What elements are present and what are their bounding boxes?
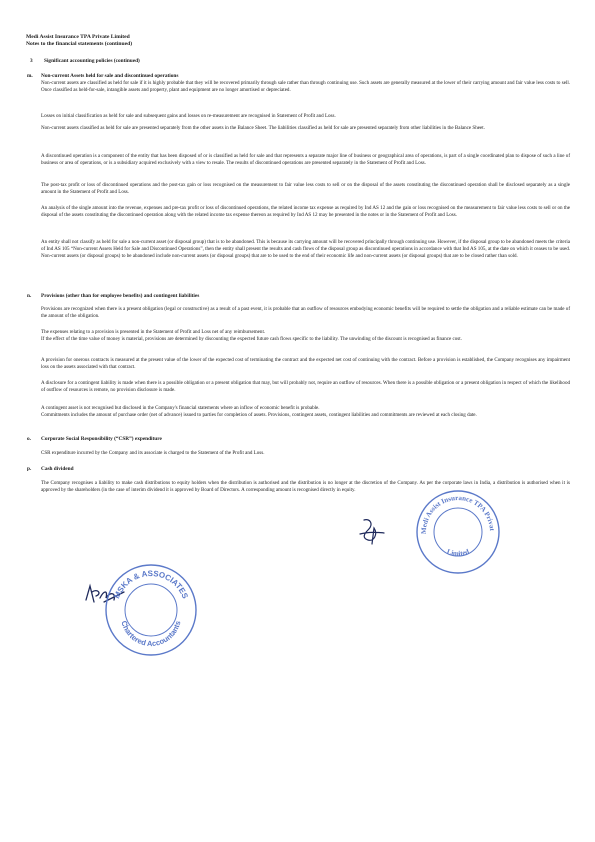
section-m-paragraph: Losses on initial classification as held for sale and subsequent gains and losses on re-measurement are recognised in Statement of Profit and Loss. <box>41 113 336 119</box>
company-seal-icon <box>414 488 502 576</box>
auditor-stamp-icon <box>103 562 199 658</box>
auditor-stamp-line1: MSKA & ASSOCIATES <box>112 568 190 600</box>
section-o-title: Corporate Social Responsibility (“CSR”) expenditure <box>41 436 162 442</box>
company-seal-line1: Medi Assist Insurance TPA Privat <box>419 493 496 535</box>
section-o-letter: o. <box>27 436 31 442</box>
section-m-letter: m. <box>27 73 33 79</box>
section-n-paragraph: A disclosure for a contingent liability is made when there is a possible obligation or a present obligation that may, but will probably not, require an outflow of resources. When there is a possible obligation or a present obligation in respect of which the likelihood of outflow of resources is remote, no provision disclosure is made. <box>41 380 570 393</box>
section-n-title: Provisions (other than for employee benefits) and contingent liabilities <box>41 293 200 299</box>
svg-text:Limited <box>446 548 471 558</box>
company-name: Medi Assist Insurance TPA Private Limited <box>26 34 130 40</box>
main-section-number: 3 <box>30 58 33 64</box>
svg-text:Chartered Accountants <box>119 620 182 648</box>
section-m-paragraph: A discontinued operation is a component of the entity that has been disposed of or is classified as held for sale and that represents a separate major line of business or geographical area of operations, is part of a single coordinated plan to dispose of such a line of business or area of operations, or is a subsidiary acquired exclusively with a view to resale. The results of discontinued operations are presented separately in the Statement of Profit and Loss. <box>41 153 570 166</box>
section-m-paragraph: Non-current assets are classified as held for sale if it is highly probable that they will be recovered primarily through sale rather than through continuing use. Such assets are generally measured at the lower of their carrying amount and fair value less costs to sell. Once classified as held-for-sale, intangible assets and property, plant and equipment are no longer amortised or depreciated. <box>41 80 570 93</box>
page-subtitle: Notes to the financial statements (continued) <box>26 41 133 47</box>
main-section-title: Significant accounting policies (continued) <box>44 58 140 64</box>
company-seal-line2: Limited <box>445 547 471 558</box>
section-m-paragraph: The post-tax profit or loss of discontinued operations and the post-tax gain or loss recognised on the measurement to fair value less costs to sell or on the disposal of the assets constituting the discontinued operation shall be disclosed separately as a single amount in the Statement of Profit and Loss. <box>41 182 570 195</box>
company-signature-icon <box>356 516 386 553</box>
auditor-stamp-line2: Chartered Accountants <box>119 619 183 649</box>
section-m-paragraph: Non-current assets classified as held for sale are presented separately from the other assets in the Balance Sheet. The liabilities classified as held for sale are presented separately from other liabilities in the Balance Sheet. <box>41 125 485 131</box>
section-m-title: Non-current Assets held for sale and discontinued operations <box>41 73 179 79</box>
section-n-paragraph: Provisions are recognized when there is a present obligation (legal or constructive) as a result of a past event, it is probable that an outflow of resources embodying economic benefits will be required to settle the obligation and a reliable estimate can be made of the amount of the obligation. <box>41 306 570 319</box>
section-n-paragraph: The expenses relating to a provision is presented in the Statement of Profit and Loss net of any reimbursement. If the effect of the time value of money is material, provisions are determined by discounting the expected future cash flows specific to the liability. The unwinding of the discount is recognised as finance cost. <box>41 329 462 342</box>
section-m-paragraph: An analysis of the single amount into the revenue, expenses and pre-tax profit or loss of discontinued operations, the related income tax expense as required by Ind AS 12 and the gain or loss recognised on the measurement to fair value less costs to sell or on the disposal of the assets constituting the discontinued operation along with the related income tax expense thereon as required by Ind AS 12 may be presented in the notes or in the Statement of Profit and Loss. <box>41 205 570 218</box>
section-n-letter: n. <box>27 293 32 299</box>
section-n-paragraph: A contingent asset is not recognised but disclosed in the Company's financial statements where an inflow of economic benefit is probable. Commitments includes the amount of purchase order (net of advance) issued to parties for completion of assets. Provisions, contingent assets, contingent liabilities and commitments are reviewed at each closing date. <box>41 405 477 418</box>
section-n-paragraph: A provision for onerous contracts is measured at the present value of the lower of the expected cost of terminating the contract and the expected net cost of continuing with the contract. Before a provision is established, the Company recognises any impairment loss on the assets associated with that contract. <box>41 357 570 370</box>
section-p-letter: p. <box>27 466 32 472</box>
section-p-paragraph: The Company recognises a liability to make cash distributions to equity holders when the distribution is authorised and the distribution is no longer at the discretion of the Company. As per the corporate laws in India, a distribution is authorised when it is approved by the shareholders (in the case of interim dividend it is approved by Board of Directors. A corresponding amount is recognised directly in equity. <box>41 480 570 493</box>
section-p-title: Cash dividend <box>41 466 74 472</box>
section-o-paragraph: CSR expenditure incurred by the Company and its associate is charged to the Statement of the Profit and Loss. <box>41 450 265 456</box>
svg-text:Medi Assist Insurance TPA Priv <box>414 488 496 534</box>
section-m-paragraph: An entity shall not classify as held for sale a non-current asset (or disposal group) that is to be abandoned. This is because its carrying amount will be recovered principally through continuing use. However, if the disposal group to be abandoned meets the criteria of Ind AS 105 “Non-current Assets Held for Sale and Discontinued Operations”, then the entity shall present the results and cash flows of the disposal group as discontinued operations in accordance with that Ind AS 105, at the date on which it ceases to be used. Non-current assets (or disposal groups) to be abandoned include non-current assets (or disposal groups) that are to be used to the end of their economic life and non-current assets (or disposal groups) that are to be closed rather than sold. <box>41 239 570 259</box>
